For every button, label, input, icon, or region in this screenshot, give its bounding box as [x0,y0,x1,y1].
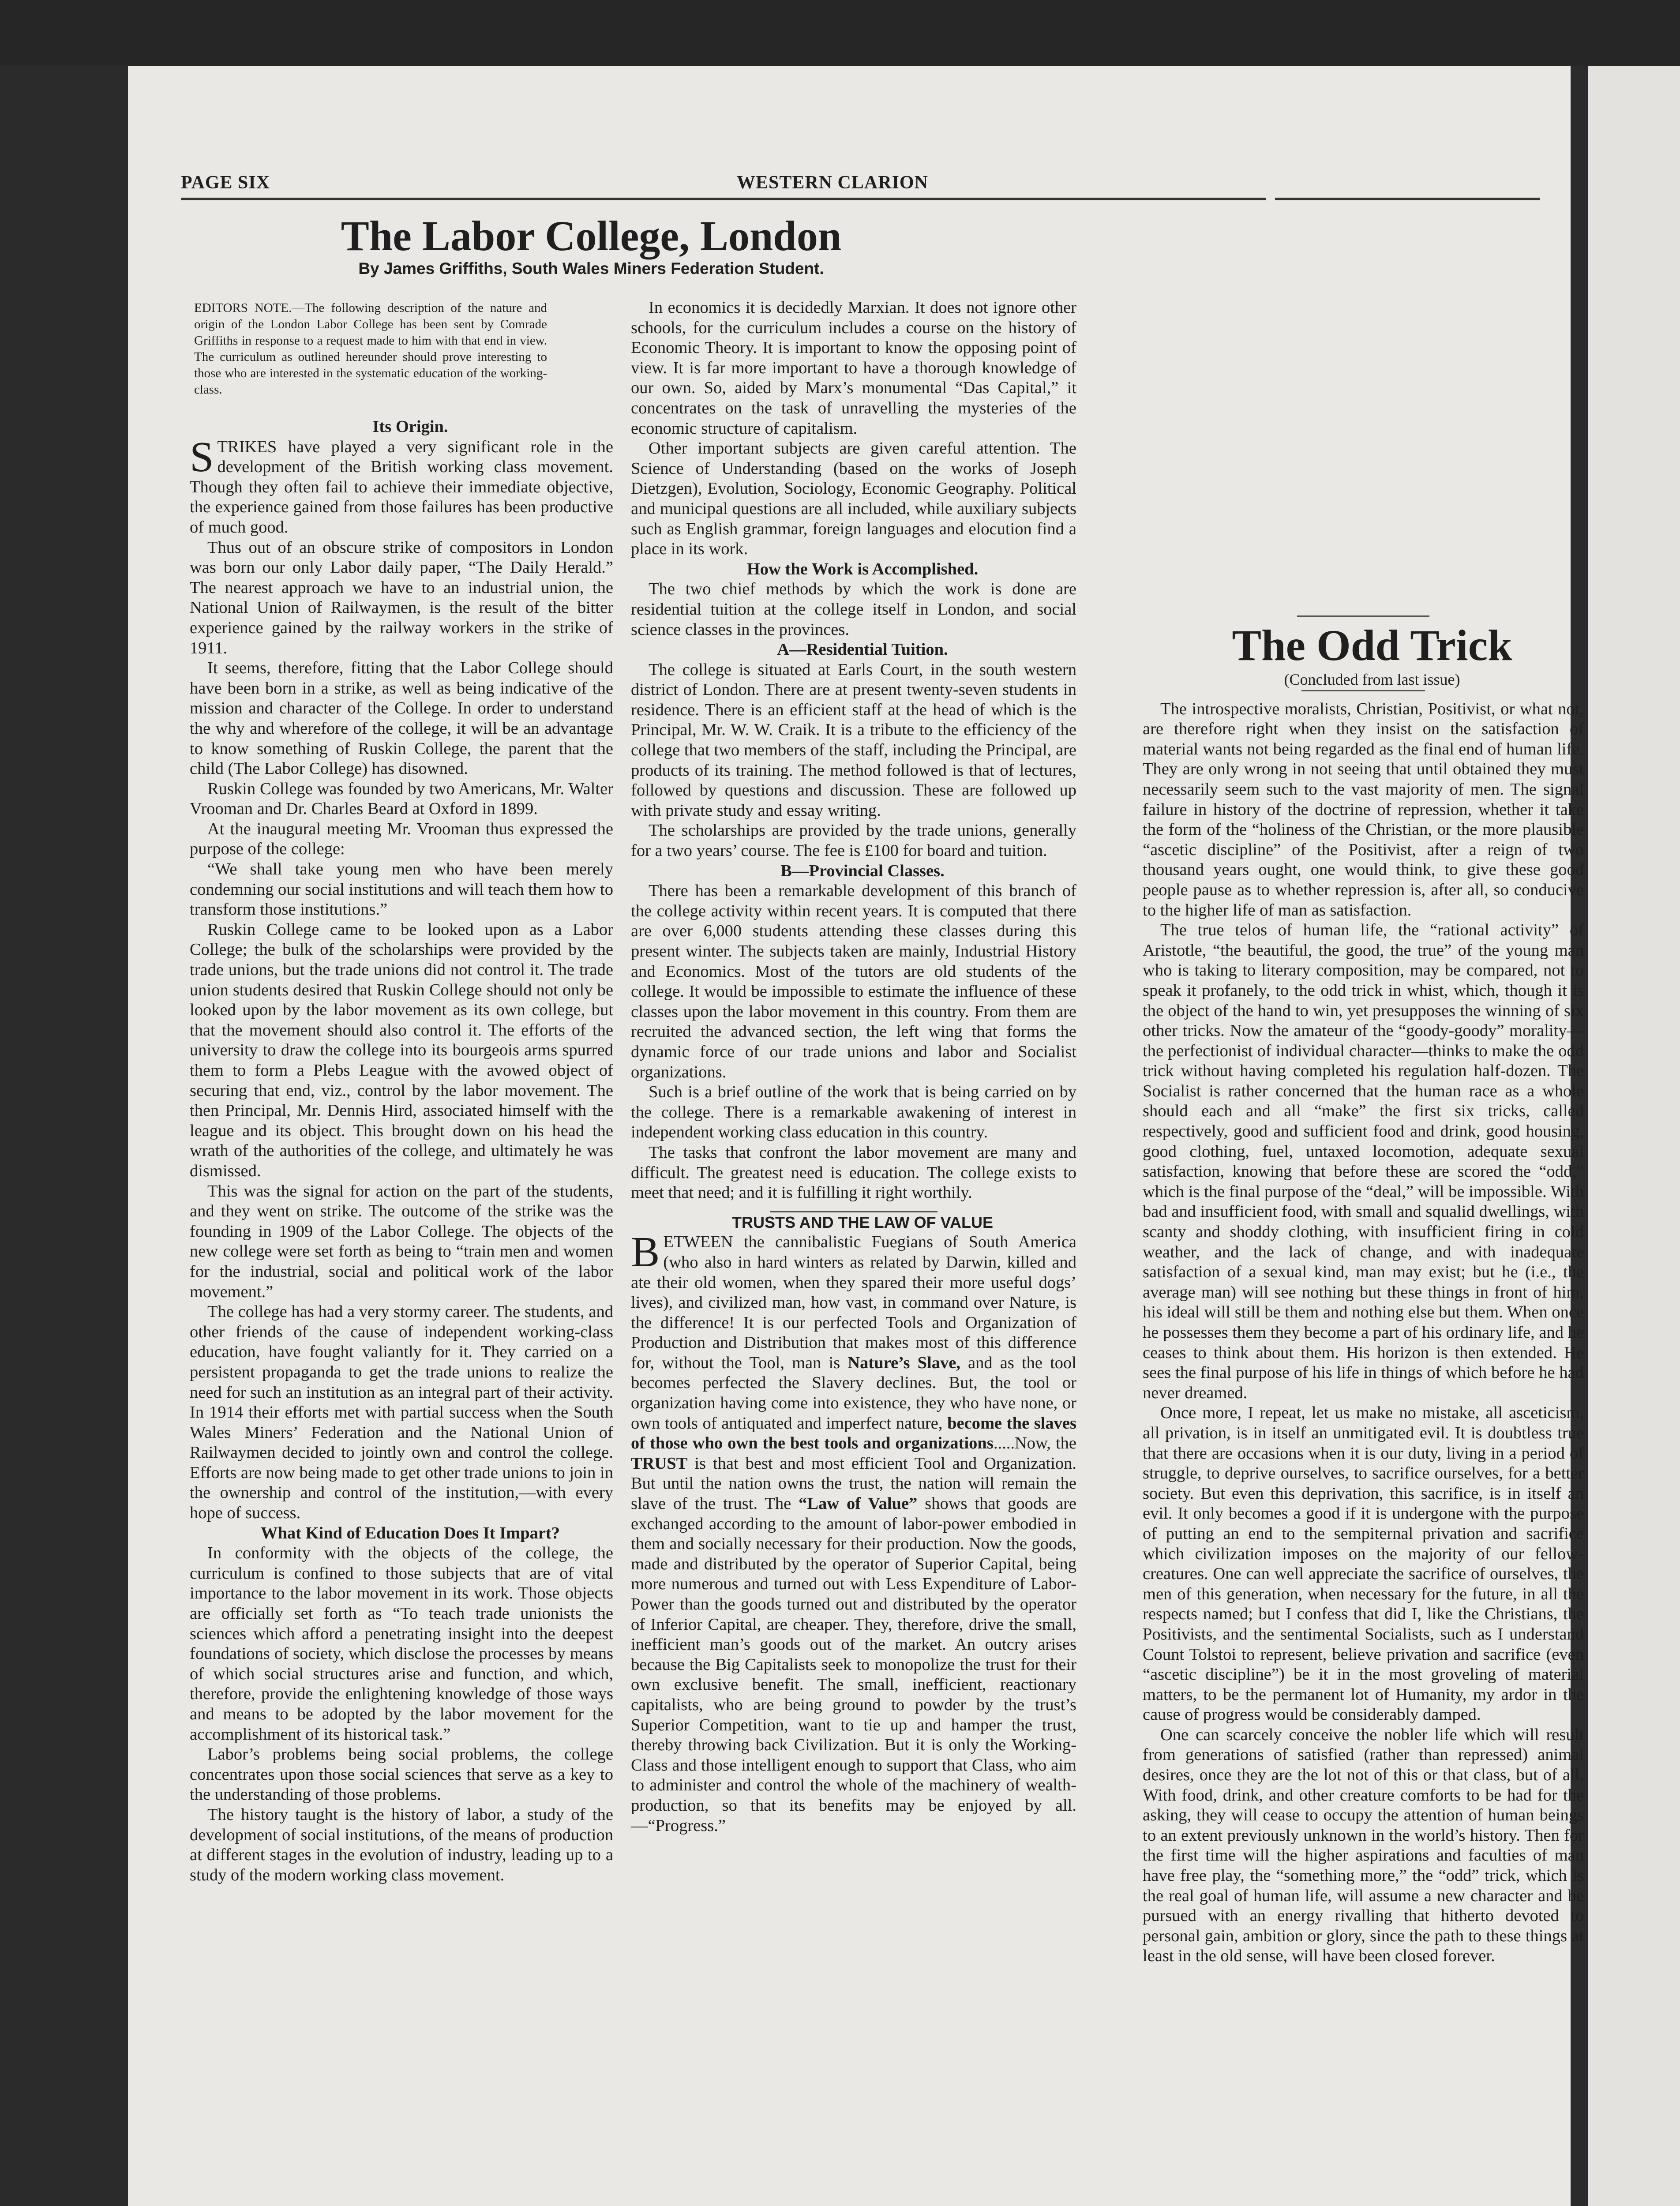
paragraph: The true telos of human life, the “rational activity” of Aristotle, “the beautiful, the good, the true” of the young man who is taking to literary composition, may be compared, not to speak it profanely, to the odd trick in whist, which, though it is the object of the hand to win, yet presupposes the winning of six other tricks. Now the amateur of the “goody-goody” morality—the perfectionist of individual character—thinks to make the odd trick without having completed his regulation half-dozen. The Socialist is rather concerned that the human race as a whole should each and all “make” the first six tricks, called respectively, good and sufficient food and drink, good housing, good clothing, fuel, untaxed locomotion, adequate sexual satisfaction, knowing that before these are scored the “odd,” which is the final purpose of the “deal,” will be impossible. With bad and insufficient food, with small and squalid dwellings, with scanty and shoddy clothing, with insufficient firing in cold weather, and the lack of change, and with inadequate satisfaction of a sexual kind, man may exist; but he (i.e., the average man) will see nothing but these things in front of him, his ideal will still be them and nothing else but them. When once he possesses them they become a part of his ordinary life, and he ceases to think about them. His horizon is then extended. He sees the final purpose of his life in things of which before he had never dreamed. [1143,921,1584,1402]
adjacent-page-edge [1588,66,1680,2206]
paragraph: In conformity with the objects of the college, the curriculum is confined to those subjects that are of vital importance to the labor movement in its work. Those objects are officially set forth as “To teach trade unionists the sciences which afford a penetrating insight into the deepest foundations of society, which disclose the processes by means of which social structures arise and function, and which, therefore, provide the enlightening knowledge of those ways and means to be adopted by the labor movement for the accomplishment of its historical task.” [190,1544,613,1744]
header-rule-right [1275,198,1540,200]
newspaper-page [128,66,1584,2206]
title-rule [1301,690,1425,691]
paragraph: The introspective moralists, Christian, Positivist, or what not, are therefore right when they insist on the satisfaction of material wants not being regarded as the final end of human life. They are only wrong in not seeing that until obtained they must necessarily seem such to the vast majority of men. The signal failure in history of the doctrine of repression, whether it take the form of the “holiness of the Christian, or the more plausible “ascetic discipline” of the Positivist, after a reign of two thousand years ought, one would think, to give these good people pause as to whether repression is, after all, so conducive to the higher life of man as satisfaction. [1143,699,1584,919]
drop-cap: B [631,1228,660,1276]
scan-border [0,0,1680,66]
paragraph: The college is situated at Earls Court, in the south western district of London. There are at present twenty-seven students in residence. There is an efficient staff at the head of which is the Principal, Mr. W. W. Craik. It is a tribute to the efficiency of the college that two members of the staff, including the Principal, are products of its training. The method followed is that of lectures, followed by questions and discussion. These are followed up with private study and essay writing. [631,660,1076,820]
article-byline: By James Griffiths, South Wales Miners Federation Student. [358,259,824,278]
paragraph: Once more, I repeat, let us make no mistake, all asceticism, all privation, is in itself an unmitigated evil. It is doubtless true that there are occasions when it is our duty, living in a period of struggle, to deprive ourselves, to sacrifice ourselves, for a better society. But even this deprivation, this sacrifice, is in itself an evil. It only becomes a good if it is undergone with the purpose of putting an end to the sempiternal privation and sacrifice which civilization imposes on the majority of our fellow-creatures. One can well appreciate the sacrifice of ourselves, the men of this generation, when necessary for the future, in all the respects named; but I confess that did I, like the Christians, the Positivists, and the sentimental Socialists, such as I understand Count Tolstoi to represent, believe privation and sacrifice (even “ascetic discipline”) be it in the most groveling of material matters, to be the permanent lot of Humanity, my ardor in the cause of progress would be considerably damped. [1143,1403,1584,1724]
paragraph: BETWEEN the cannibalistic Fuegians of South America (who also in hard winters as related by Darwin, killed and ate their old women, when they spared their more useful dogs’ lives), and civilized man, how vast, in command over Nature, is the difference! It is our perfected Tools and Organization of Production and Distribution that makes most of this difference for, without the Tool, man is Nature’s Slave, and as the tool becomes perfected the Slavery declines. But, the tool or organization having come into existence, they who have none, or own tools of antiquated and imperfect nature, become the slaves of those who own the best tools and organizations.....Now, the TRUST is that best and most efficient Tool and Organization. But until the nation owns the trust, the nation will remain the slave of the trust. The “Law of Value” shows that goods are exchanged according to the amount of labor-power embodied in them and socially necessary for their production. Now the goods, made and distributed by the operator of Superior Capital, being more numerous and turned out with Less Expenditure of Labor-Power than the goods turned out and distributed by the operator of Inferior Capital, are cheaper. They, therefore, drive the small, inefficient man’s goods out of the market. An outcry arises because the Big Capitalists seek to monopolize the trust for their own exclusive benefit. The small, inefficient, reactionary capitalists, who are being ground to powder by the trust’s Superior Competition, want to tie up and hamper the trust, thereby throwing back Civilization. But it is only the Working-Class and those intelligent enough to support that Class, who aim to administer and control the whole of the machinery of wealth-production, so that its benefits may be enjoyed by all.—“Progress.” [631,1228,1077,1835]
paragraph: The college has had a very stormy career. The students, and other friends of the cause of independent working-class education, have fought valiantly for it. They carried on a persistent propaganda to get the trade unions to realize the need for such an institution as an integral part of their activity. In 1914 their efforts met with partial success when the South Wales Miners’ Federation and the National Union of Railwaymen decided to jointly own and control the college. Efforts are now being made to get other trade unions to join in the ownership and control of the institution,—with every hope of success. [190,1302,613,1523]
article-title: The Labor College, London [341,212,842,259]
paragraph: One can scarcely conceive the nobler life which will result from generations of satisfied (rather than repressed) animal desires, once they are the lot not of this or that class, but of all. With food, drink, and other creature comforts to be had for the asking, they will cease to occupy the attention of human beings to an extent previously unknown in the world’s history. Then for the first time will the higher aspirations and faculties of man have free play, the “something more,” the “odd” trick, which is the real goal of human life, will assume a new character and be pursued with an energy rivalling that hitherto devoted to personal gain, ambition or glory, since the path to these things at least in the old sense, will have been closed forever. [1143,1725,1584,1966]
section-heading-a: A—Residential Tuition. [777,640,948,659]
column-1 [190,417,613,1885]
editors-note: EDITORS NOTE.—The following description of the nature and origin of the London Labor College has been sent by Comrade Griffiths in response to a request made to him with that end in view. The curriculum as outlined hereunder should prove interesting to those who are interested in the systematic education of the working-class. [194,301,547,397]
paragraph: The two chief methods by which the work is done are residential tuition at the college itself in London, and social science classes in the provinces. [631,580,1076,639]
paragraph: Such is a brief outline of the work that is being carried on by the college. There is a remarkable awakening of interest in independent working class education in this country. [631,1083,1076,1142]
column-2 [631,298,1076,1836]
paragraph: STRIKES have played a very significant role in the development of the British working class movement. Though they often fail to achieve their immediate objective, the experience gained from those failures has been productive of much good. [190,433,613,536]
section-heading-how: How the Work is Accomplished. [746,559,979,578]
article-separator [1297,615,1429,617]
newspaper-name: WESTERN CLARION [737,173,928,193]
paragraph: The tasks that confront the labor movement are many and difficult. The greatest need is education. The college exists to meet that need; and it is fulfilling it right worthily. [631,1143,1076,1202]
section-heading-kind: What Kind of Education Does It Impart? [260,1523,560,1542]
paragraph: Ruskin College came to be looked upon as a Labor College; the bulk of the scholarships were provided by the trade unions, but the trade unions did not control it. The trade union students desired that Ruskin College should not only be looked upon by the labor movement as its own college, but that the movement should also control it. The efforts of the university to draw the college into its bourgeois arms spurred them to form a Plebs League with the avowed object of securing that end, viz., control by the labor movement. The then Principal, Mr. Dennis Hird, associated himself with the league and its object. This brought down on his head the wrath of the authorities of the college, and ultimately he was dismissed. [190,920,613,1180]
paragraph: At the inaugural meeting Mr. Vrooman thus expressed the purpose of the college: [190,819,613,859]
paragraph: Thus out of an obscure strike of compositors in London was born our only Labor daily paper, “The Daily Herald.” The nearest approach we have to an industrial union, the National Union of Railwaymen, is the result of the bitter experience gained by the railway workers in the strike of 1911. [190,538,613,657]
paragraph: “We shall take young men who have been merely condemning our social institutions and will teach them how to transform those institutions.” [190,860,613,919]
paragraph: In economics it is decidedly Marxian. It does not ignore other schools, for the curriculum includes a course on the history of Economic Theory. It is important to know the opposing point of view. It is far more important to have a thorough knowledge of our own. So, aided by Marx’s monumental “Das Capital,” it concentrates on the task of unravelling the mysteries of the economic structure of capitalism. [631,298,1076,438]
page-header [181,172,1540,199]
drop-cap: S [190,433,214,481]
paragraph: Labor’s problems being social problems, the college concentrates upon those social sciences that serve as a key to the understanding of those problems. [190,1745,613,1804]
header-rule [181,198,1266,200]
paragraph: It seems, therefore, fitting that the Labor College should have been born in a strike, as well as being indicative of the mission and character of the College. In order to understand the why and wherefore of the college, it will be an advantage to know something of Ruskin College, the parent that the child (The Labor College) has disowned. [190,659,613,778]
paragraph: There has been a remarkable development of this branch of the college activity within recent years. It is computed that there are over 6,000 students attending these classes during this present winter. The subjects taken are mainly, Industrial History and Economics. Most of the tutors are old students of the college. It would be impossible to estimate the influence of these classes upon the labor movement in this country. From them are recruited the advanced section, the left wing that forms the dynamic force of our trade unions and labor and Socialist organizations. [631,882,1076,1081]
paragraph: The scholarships are provided by the trade unions, generally for a two years’ course. The fee is £100 for board and tuition. [631,821,1076,860]
section-heading-b: B—Provincial Classes. [780,861,945,880]
odd-trick-subtitle: (Concluded from last issue) [1284,671,1460,688]
column-3 [1143,615,1584,1966]
paragraph: The history taught is the history of labor, a study of the development of social institutions, of the means of production at different stages in the evolution of industry, leading up to a study of the modern working class movement. [190,1805,613,1884]
page-number: PAGE SIX [181,173,270,193]
paragraph: Ruskin College was founded by two Americans, Mr. Walter Vrooman and Dr. Charles Beard at Oxford in 1899. [190,779,613,818]
trusts-title: TRUSTS AND THE LAW OF VALUE [732,1213,993,1231]
odd-trick-title: The Odd Trick [1232,621,1512,670]
paragraph: Other important subjects are given careful attention. The Science of Understanding (based on the works of Joseph Dietzgen), Evolution, Sociology, Economic Geography. Political and municipal questions are all included, while auxiliary subjects such as English grammar, foreign languages and elocution find a place in its work. [631,439,1076,559]
section-heading-origin: Its Origin. [372,417,448,436]
paragraph: This was the signal for action on the part of the students, and they went on strike. The outcome of the strike was the founding in 1909 of the Labor College. The objects of the new college were set forth as being to “train men and women for the industrial, social and political work of the labor movement.” [190,1182,613,1301]
